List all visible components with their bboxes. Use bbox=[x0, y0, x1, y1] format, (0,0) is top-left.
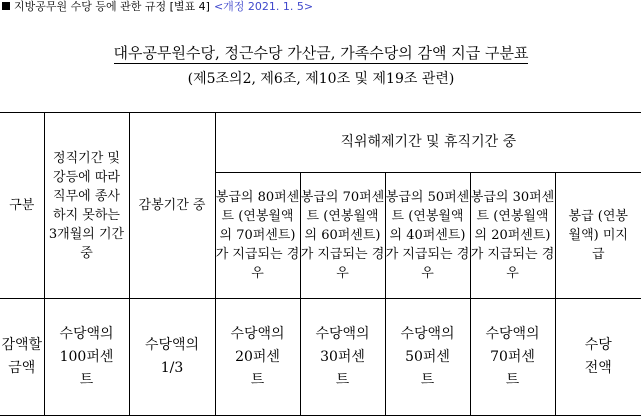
subheader-unpaid: 봉급 (연봉월액) 미지급 bbox=[555, 173, 641, 299]
value-salary-cut: 수당액의 1/3 bbox=[129, 299, 215, 416]
value-unpaid-case: 수당 전액 bbox=[555, 299, 641, 416]
header-suspension-group: 직위해제기간 및 휴직기간 중 bbox=[215, 113, 641, 173]
page-subtitle: (제5조의2, 제6조, 제10조 및 제19조 관련) bbox=[187, 71, 455, 87]
bullet-square-icon bbox=[2, 2, 10, 10]
subheader-50-percent: 봉급의 50퍼센트 (연봉월액의 40퍼센트)가 지급되는 경우 bbox=[385, 173, 470, 299]
value-50-percent-case: 수당액의 50퍼센트 bbox=[385, 299, 470, 416]
subheader-80-percent: 봉급의 80퍼센트 (연봉월액의 70퍼센트)가 지급되는 경우 bbox=[215, 173, 300, 299]
value-30-percent-case: 수당액의 70퍼센트 bbox=[470, 299, 555, 416]
header-division: 구분 bbox=[0, 113, 44, 299]
reduction-table bbox=[0, 112, 641, 416]
row-label-reduction: 감액할 금액 bbox=[0, 299, 44, 416]
amendment-note: <개정 2021. 1. 5> bbox=[213, 0, 314, 13]
subheader-70-percent: 봉급의 70퍼센트 (연봉월액의 60퍼센트)가 지급되는 경우 bbox=[300, 173, 385, 299]
header-salary-cut-period: 감봉기간 중 bbox=[129, 113, 215, 299]
value-80-percent-case: 수당액의 20퍼센트 bbox=[215, 299, 300, 416]
value-disciplinary: 수당액의 100퍼센트 bbox=[44, 299, 129, 416]
header-disciplinary-period: 정직기간 및 강등에 따라 직무에 종사하지 못하는 3개월의 기간중 bbox=[44, 113, 129, 299]
subheader-30-percent: 봉급의 30퍼센트 (연봉월액의 20퍼센트)가 지급되는 경우 bbox=[470, 173, 555, 299]
regulation-reference: 지방공무원 수당 등에 관한 규정 [별표 4] bbox=[14, 0, 210, 13]
document-reference bbox=[2, 0, 313, 14]
page-title: 대우공무원수당, 정근수당 가산금, 가족수당의 감액 지급 구분표 bbox=[113, 44, 529, 62]
value-70-percent-case: 수당액의 30퍼센트 bbox=[300, 299, 385, 416]
